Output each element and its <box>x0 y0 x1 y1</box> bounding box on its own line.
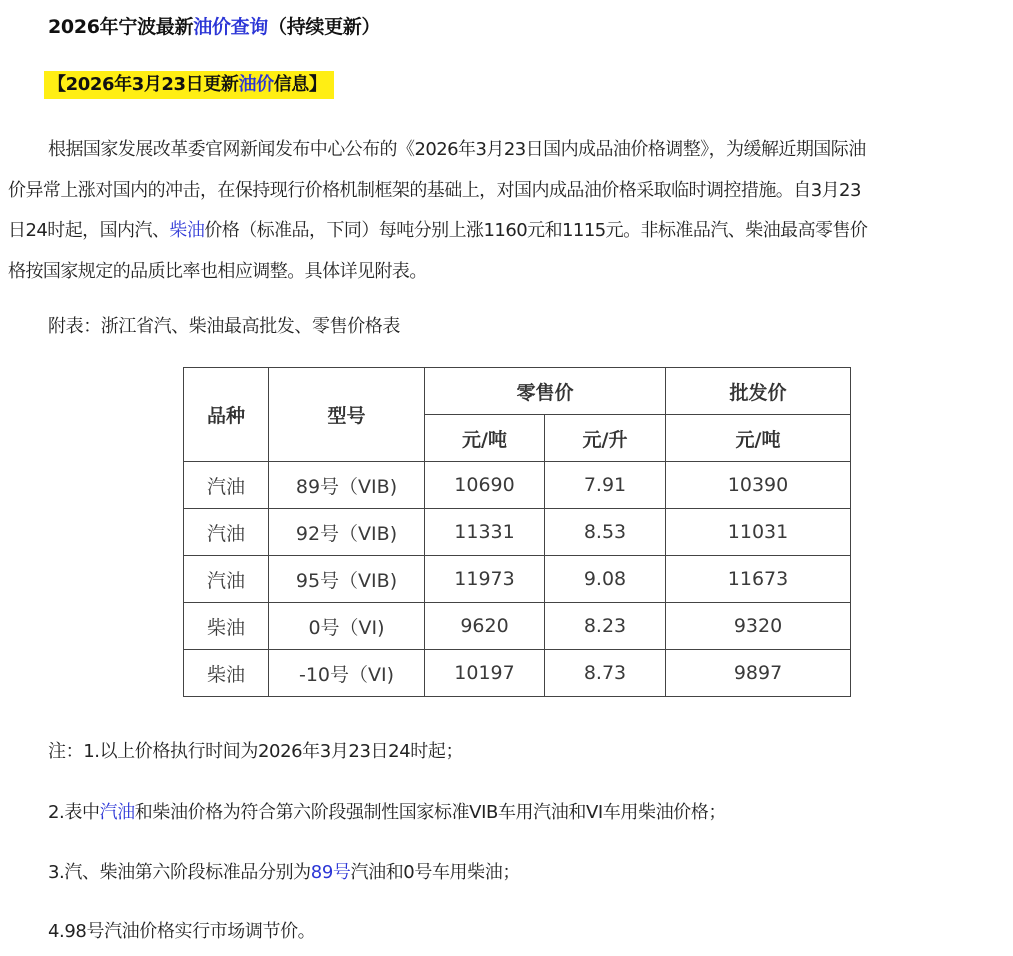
header-retail-yuan-per-liter: 元/升 <box>545 415 666 462</box>
cell-wholesale-ton: 9320 <box>666 603 851 650</box>
title-text: 2026年宁波最新 <box>48 16 194 38</box>
cell-retail-liter: 8.23 <box>545 603 666 650</box>
note-1: 注：1.以上价格执行时间为2026年3月23日24时起； <box>48 741 464 762</box>
price-table <box>183 367 851 697</box>
note-2 <box>48 798 726 824</box>
cell-model: -10号（VI) <box>269 650 425 697</box>
header-model: 型号 <box>269 368 425 462</box>
update-badge <box>44 71 334 99</box>
cell-model: 95号（VIB) <box>269 556 425 603</box>
badge-suffix: 信息】 <box>273 74 327 95</box>
cell-retail-liter: 9.08 <box>545 556 666 603</box>
paragraph-line: 价异常上涨对国内的冲击，在保持现行价格机制框架的基础上，对国内成品油价格采取临时调控措施。自3月23 <box>8 179 861 201</box>
diesel-link[interactable]: 柴油 <box>169 220 205 241</box>
grade-89-link[interactable]: 89号 <box>310 862 351 883</box>
table-row <box>184 462 851 509</box>
cell-model: 92号（VIB) <box>269 509 425 556</box>
cell-retail-liter: 7.91 <box>545 462 666 509</box>
header-retail: 零售价 <box>425 368 666 415</box>
cell-retail-ton: 10197 <box>425 650 545 697</box>
note-4: 4.98号汽油价格实行市场调节价。 <box>48 921 316 942</box>
table-row <box>184 650 851 697</box>
table-row <box>184 509 851 556</box>
table-caption: 附表：浙江省汽、柴油最高批发、零售价格表 <box>48 316 400 337</box>
page-title <box>48 12 380 39</box>
cell-wholesale-ton: 11673 <box>666 556 851 603</box>
table-row <box>184 603 851 650</box>
cell-variety: 柴油 <box>184 603 269 650</box>
cell-variety: 汽油 <box>184 509 269 556</box>
cell-variety: 柴油 <box>184 650 269 697</box>
gasoline-link[interactable]: 汽油 <box>99 802 135 823</box>
header-variety: 品种 <box>184 368 269 462</box>
note-text: 2.表中 <box>48 802 100 823</box>
cell-retail-liter: 8.73 <box>545 650 666 697</box>
cell-retail-ton: 9620 <box>425 603 545 650</box>
note-text: 3.汽、柴油第六阶段标准品分别为 <box>48 862 311 883</box>
cell-variety: 汽油 <box>184 462 269 509</box>
cell-variety: 汽油 <box>184 556 269 603</box>
paragraph-line: 格按国家规定的品质比率也相应调整。具体详见附表。 <box>8 260 427 282</box>
header-retail-yuan-per-ton: 元/吨 <box>425 415 545 462</box>
cell-model: 89号（VIB) <box>269 462 425 509</box>
header-wholesale-yuan-per-ton: 元/吨 <box>666 415 851 462</box>
paragraph-text: 日24时起，国内汽、 <box>8 220 170 241</box>
title-suffix: （持续更新） <box>268 16 381 38</box>
oil-price-query-link[interactable]: 油价查询 <box>193 16 268 38</box>
paragraph-text: 价格（标准品，下同）每吨分别上涨1160元和1115元。非标准品汽、柴油最高零售价 <box>204 220 868 241</box>
cell-wholesale-ton: 10390 <box>666 462 851 509</box>
note-text: 汽油和0号车用柴油； <box>350 862 520 883</box>
cell-retail-ton: 11973 <box>425 556 545 603</box>
header-wholesale: 批发价 <box>666 368 851 415</box>
note-3 <box>48 858 520 884</box>
oil-price-link[interactable]: 油价 <box>238 74 274 95</box>
cell-wholesale-ton: 11031 <box>666 509 851 556</box>
paragraph-line: 根据国家发展改革委官网新闻发布中心公布的《2026年3月23日国内成品油价格调整》，为缓解近期国际油 <box>48 139 866 160</box>
announcement-paragraph <box>8 130 998 292</box>
cell-model: 0号（VI) <box>269 603 425 650</box>
note-text: 和柴油价格为符合第六阶段强制性国家标准VIB车用汽油和VI车用柴油价格； <box>134 802 726 823</box>
cell-retail-liter: 8.53 <box>545 509 666 556</box>
cell-retail-ton: 10690 <box>425 462 545 509</box>
table-row <box>184 556 851 603</box>
cell-wholesale-ton: 9897 <box>666 650 851 697</box>
cell-retail-ton: 11331 <box>425 509 545 556</box>
badge-text: 【2026年3月23日更新 <box>48 74 239 95</box>
paragraph-line <box>8 211 998 252</box>
